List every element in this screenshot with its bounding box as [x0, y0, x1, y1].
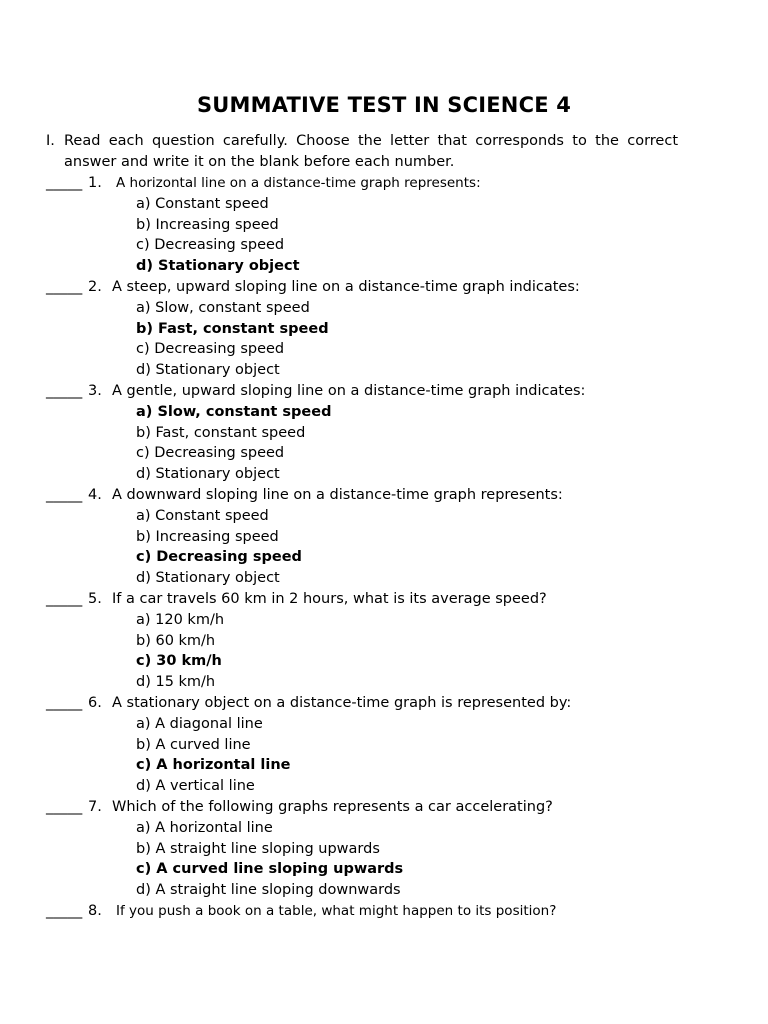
- choice-option: b) Increasing speed: [136, 216, 279, 233]
- question-number: 2.: [88, 278, 102, 295]
- answer-blank[interactable]: _____: [46, 902, 83, 919]
- question-text: If you push a book on a table, what might happen to its position?: [116, 902, 557, 919]
- page-title: SUMMATIVE TEST IN SCIENCE 4: [196, 93, 572, 117]
- question-number: 1.: [88, 175, 102, 191]
- choice-correct: c) A curved line sloping upwards: [136, 861, 404, 878]
- question-list: [46, 173, 746, 922]
- question-item: [46, 381, 746, 402]
- question-item: [46, 485, 746, 506]
- question-item: [46, 589, 746, 610]
- choice-option: d) A straight line sloping downwards: [136, 882, 401, 899]
- choice-option: d) 15 km/h: [136, 674, 216, 691]
- question-number: 3.: [88, 382, 102, 399]
- choice-option: a) A horizontal line: [136, 819, 273, 836]
- question-item: [46, 173, 746, 194]
- question-text: Which of the following graphs represents a car accelerating?: [112, 798, 553, 815]
- answer-blank[interactable]: _____: [46, 175, 83, 191]
- question-item: [46, 277, 746, 298]
- choice-option: b) Fast, constant speed: [136, 424, 306, 441]
- answer-blank[interactable]: _____: [46, 278, 83, 295]
- question-number: 7.: [88, 798, 102, 815]
- answer-blank[interactable]: _____: [46, 694, 83, 711]
- choice-correct: b) Fast, constant speed: [136, 320, 329, 337]
- choice-option: a) Constant speed: [136, 195, 269, 212]
- instructions-text: Read each question carefully. Choose the letter that corresponds to the correct answer and write it on the blank before each number.: [64, 133, 678, 170]
- question-text: A steep, upward sloping line on a distance-time graph indicates:: [112, 278, 580, 295]
- choice-option: a) 120 km/h: [136, 611, 225, 628]
- choice-option: a) Slow, constant speed: [136, 299, 310, 316]
- question-number: 4.: [88, 486, 102, 503]
- choice-correct: c) Decreasing speed: [136, 549, 302, 566]
- question-number: 6.: [88, 694, 102, 711]
- choice-option: d) Stationary object: [136, 362, 280, 379]
- choice-option: c) Decreasing speed: [136, 237, 285, 254]
- choice-option: b) 60 km/h: [136, 632, 216, 649]
- question-text: If a car travels 60 km in 2 hours, what is its average speed?: [112, 590, 547, 607]
- question-text: A gentle, upward sloping line on a distance-time graph indicates:: [112, 382, 586, 399]
- choice-correct: a) Slow, constant speed: [136, 403, 332, 420]
- question-text: A stationary object on a distance-time graph is represented by:: [112, 694, 572, 711]
- question-number: 5.: [88, 590, 102, 607]
- choice-option: d) Stationary object: [136, 466, 280, 483]
- answer-blank[interactable]: _____: [46, 590, 83, 607]
- answer-blank[interactable]: _____: [46, 798, 83, 815]
- question-item: [46, 693, 746, 714]
- choice-correct: d) Stationary object: [136, 258, 300, 275]
- question-number: 8.: [88, 902, 102, 919]
- choice-option: b) A straight line sloping upwards: [136, 840, 380, 857]
- choice-option: b) Increasing speed: [136, 528, 279, 545]
- instructions-number: I.: [46, 133, 55, 149]
- choice-option: a) A diagonal line: [136, 715, 263, 732]
- choice-option: c) Decreasing speed: [136, 341, 285, 358]
- question-item: [46, 797, 746, 818]
- question-text: A downward sloping line on a distance-time graph represents:: [112, 486, 563, 503]
- choice-option: b) A curved line: [136, 736, 251, 753]
- question-text: A horizontal line on a distance-time graph represents:: [116, 175, 481, 191]
- choice-option: d) Stationary object: [136, 570, 280, 587]
- choice-correct: c) 30 km/h: [136, 653, 222, 670]
- answer-blank[interactable]: _____: [46, 486, 83, 503]
- choice-option: c) Decreasing speed: [136, 445, 285, 462]
- choice-option: d) A vertical line: [136, 778, 255, 795]
- choice-correct: c) A horizontal line: [136, 757, 291, 774]
- question-item: [46, 901, 746, 922]
- choice-option: a) Constant speed: [136, 507, 269, 524]
- instructions: [46, 131, 678, 173]
- answer-blank[interactable]: _____: [46, 382, 83, 399]
